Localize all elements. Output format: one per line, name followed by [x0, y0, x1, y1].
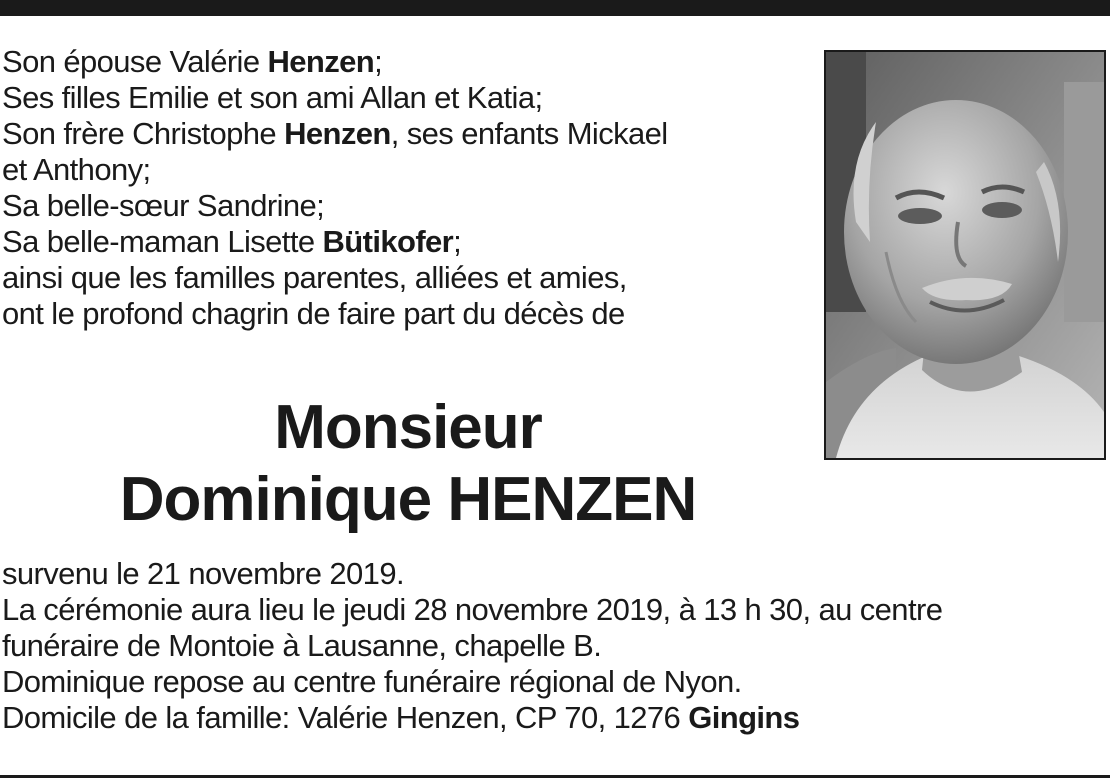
family-announcement	[2, 44, 762, 332]
surname: Henzen	[267, 44, 375, 79]
ceremony-details	[2, 556, 1108, 736]
surname: Henzen	[284, 116, 391, 151]
family-line: et Anthony;	[2, 152, 151, 187]
family-line: Son frère Christophe Henzen, ses enfants Mickael	[2, 116, 668, 151]
deceased-name: Dominique HENZEN	[119, 465, 697, 534]
deceased-title: Monsieur	[274, 393, 542, 462]
top-rule	[0, 0, 1110, 16]
family-line: ont le profond chagrin de faire part du décès de	[2, 296, 625, 331]
family-line: Sa belle-maman Lisette Bütikofer;	[2, 224, 462, 259]
portrait-image	[826, 52, 1104, 458]
portrait-photo	[824, 50, 1106, 460]
deceased-name-block	[0, 392, 816, 536]
bottom-rule	[0, 775, 1110, 778]
family-line: Sa belle-sœur Sandrine;	[2, 188, 325, 223]
rest-location: Dominique repose au centre funéraire régional de Nyon.	[2, 664, 742, 699]
ceremony-line: La cérémonie aura lieu le jeudi 28 novembre 2019, à 13 h 30, au centre	[2, 592, 943, 627]
family-line: ainsi que les familles parentes, alliées et amies,	[2, 260, 627, 295]
family-line: Son épouse Valérie Henzen;	[2, 44, 383, 79]
family-line: Ses filles Emilie et son ami Allan et Katia;	[2, 80, 543, 115]
family-domicile: Domicile de la famille: Valérie Henzen, CP 70, 1276 Gingins	[2, 700, 800, 735]
domicile-town: Gingins	[688, 700, 800, 735]
death-date: survenu le 21 novembre 2019.	[2, 556, 404, 591]
ceremony-line: funéraire de Montoie à Lausanne, chapelle B.	[2, 628, 602, 663]
surname: Bütikofer	[322, 224, 454, 259]
